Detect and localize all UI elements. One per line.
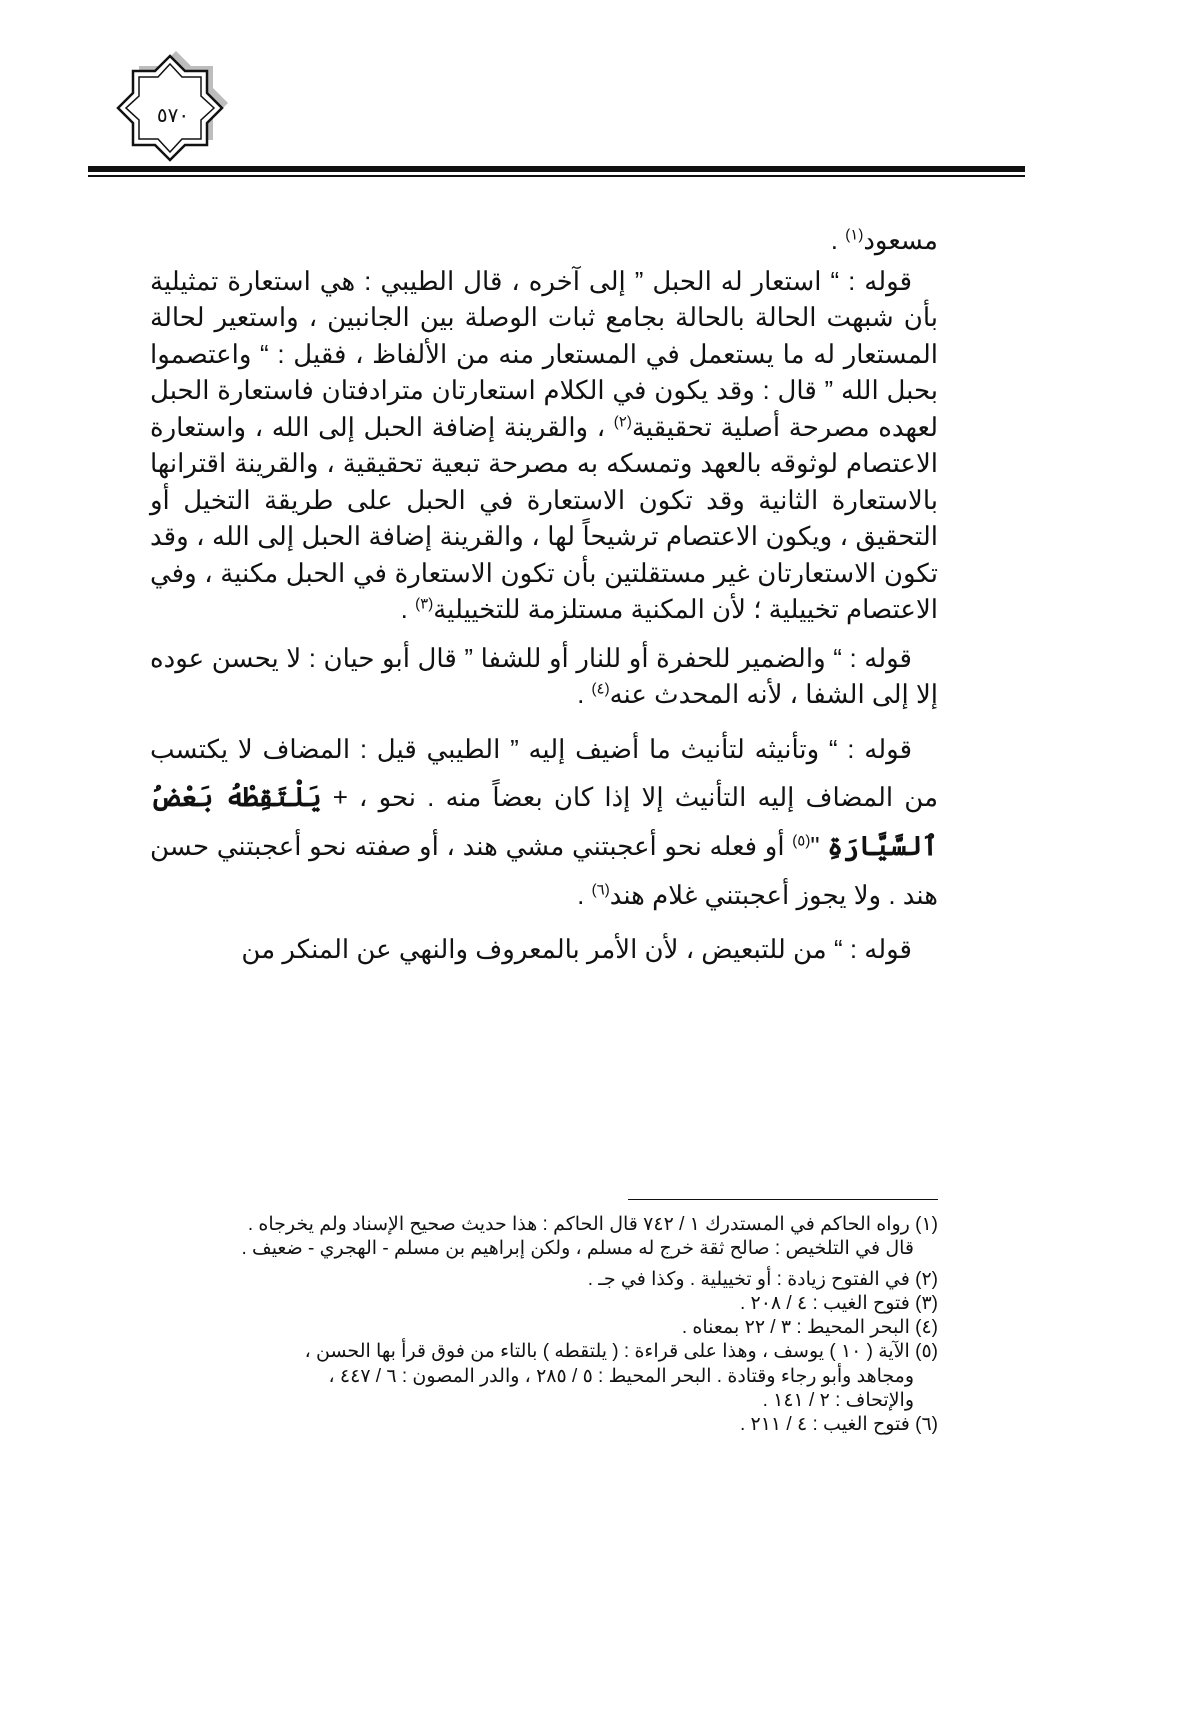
header-rule-thin — [88, 175, 1025, 177]
paragraph-4: قوله : “ من للتبعيض ، لأن الأمر بالمعروف والنهي عن المنكر من — [241, 933, 912, 964]
footnote-6: (٦) فتوح الغيب : ٤ / ٢١١ . — [739, 1414, 938, 1436]
footnote-1: (١) رواه الحاكم في المستدرك ١ / ٧٤٢ قال الحاكم : هذا حديث صحيح الإسناد ولم يخرجاه . — [247, 1214, 938, 1235]
quran-verse: يَلْتَقِطْهُ بَعْضُ ٱلسَّيَّارَةِ — [150, 781, 938, 862]
footnote-ref-5[interactable]: (٥) — [792, 831, 811, 849]
footnote-ref-3[interactable]: (٣) — [415, 595, 434, 613]
footnote-ref-6[interactable]: (٦) — [591, 880, 610, 898]
page-number: ٥٧٠ — [156, 103, 190, 127]
footnote-ref-2[interactable]: (٢) — [613, 412, 632, 430]
footnote-5: (٥) الآية ( ١٠ ) يوسف ، وهذا على قراءة : ( يلتقطه ) بالتاء من فوق قرأ بها الحسن ، — [304, 1341, 938, 1363]
header-rule-thick — [88, 166, 1025, 172]
footnote-separator — [628, 1199, 938, 1200]
footnote-5-continued: ومجاهد وأبو رجاء وقتادة . البحر المحيط : ٥ / ٢٨٥ ، والدر المصون : ٦ / ٤٤٧ ، — [328, 1365, 914, 1387]
footnote-ref-4[interactable]: (٤) — [591, 680, 610, 698]
paragraph-3: قوله : “ وتأنيثه لتأنيث ما أضيف إليه ” الطيبي قيل : المضاف لا يكتسب من المضاف إليه التأنيث إلا إذا كان بعضاً منه . نحو ، + يَلْتَقِطْهُ بَعْضُ ٱلسَّيَّارَةِ "$^{(٥)}$ أو فعله نحو أعجبتني مشي هند ، أو صفته نحو أعجبتني حسن هند . ولا يجوز أعجبتني غلام هند$^{(٦)}$ . — [150, 733, 938, 910]
footnote-1-continued: قال في التلخيص : صالح ثقة خرج له مسلم ، ولكن إبراهيم بن مسلم - الهجري - ضعيف . — [241, 1238, 914, 1260]
footnote-4: (٤) البحر المحيط : ٣ / ٢٢ بمعناه . — [681, 1317, 938, 1339]
footnote-3: (٣) فتوح الغيب : ٤ / ٢٠٨ . — [739, 1292, 938, 1314]
paragraph-0: مسعود$^{(١)}$ . — [830, 225, 938, 255]
footnote-5-continued-2: والإتحاف : ٢ / ١٤١ . — [762, 1390, 914, 1412]
page-number-badge — [108, 42, 238, 172]
footnote-ref-1[interactable]: (١) — [845, 226, 864, 244]
paragraph-1: قوله : “ استعار له الحبل ” إلى آخره ، قال الطيبي : هي استعارة تمثيلية بأن شبهت الحالة بالحالة بجامع ثبات الوصلة بين الجانبين ، واستعير لحالة المستعار له ما يستعمل في المستعار منه من الألفاظ ، فقيل : “ واعتصموا بحبل الله ” قال : وقد يكون في الكلام استعارتان مترادفتان فاستعارة الحبل لعهده مصرحة أصلية تحقيقية$^{(٢)}$ ، والقرينة إضافة الحبل إلى الله ، واستعارة الاعتصام لوثوقه بالعهد وتمسكه به مصرحة تبعية تحقيقية ، والقرينة اقترانها بالاستعارة الثانية وقد تكون الاستعارة في الحبل على طريقة التخيل أو التحقيق ، ويكون الاعتصام ترشيحاً لها ، والقرينة إضافة الحبل إلى الله ، وقد تكون الاستعارتان غير مستقلتين بأن تكون الاستعارة في الحبل مكنية ، وفي الاعتصام تخييلية ؛ لأن المكنية مستلزمة للتخييلية$^{(٣)}$ . — [150, 265, 938, 624]
footnote-2: (٢) في الفتوح زيادة : أو تخييلية . وكذا في جـ . — [587, 1268, 938, 1290]
main-text — [150, 222, 938, 979]
footnotes — [150, 1213, 938, 1438]
paragraph-2: قوله : “ والضمير للحفرة أو للنار أو للشفا ” قال أبو حيان : لا يحسن عوده إلا إلى الشفا ، لأنه المحدث عنه$^{(٤)}$ . — [150, 642, 938, 709]
